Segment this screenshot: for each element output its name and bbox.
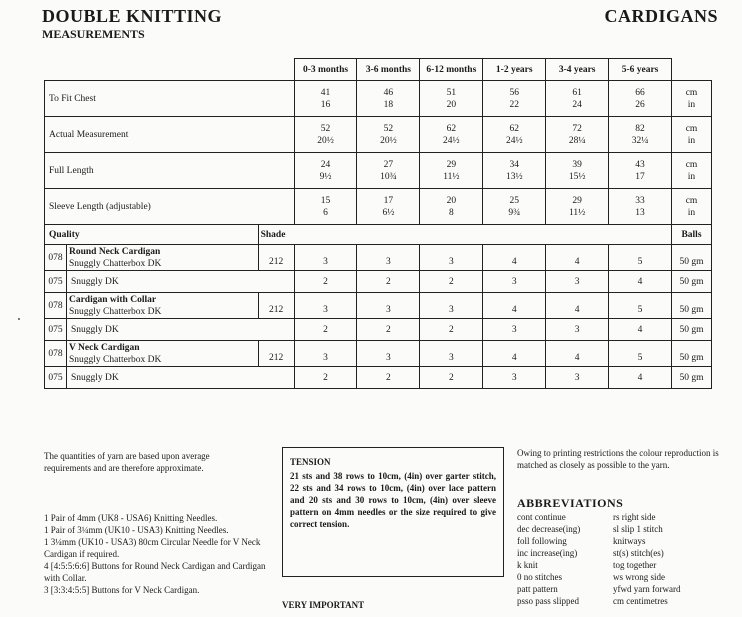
abbreviation: cont continue <box>517 512 566 522</box>
tension-body: 21 sts and 38 rows to 10cm, (4in) over garter stitch, 22 sts and 34 rows to 10cm, (4in) over lace pattern and 20 sts and 30 rows to 10cm, (4in) over sleeve pattern on 4mm needles or the size required to give correct tension. <box>290 471 496 529</box>
abbreviation: patt pattern <box>517 584 558 594</box>
size-header: 6-12 months <box>420 59 483 81</box>
yarn-row <box>45 293 712 319</box>
unit-in: in <box>687 99 696 110</box>
value-cm: 34 <box>509 159 519 170</box>
value-cm: 52 <box>320 123 331 134</box>
ball-weight: 50 gm <box>671 293 711 319</box>
yarn-row <box>45 341 712 367</box>
abbreviation-row <box>517 595 737 607</box>
unit-cell <box>671 81 711 117</box>
balls-count: 4 <box>609 271 672 293</box>
yarn-row <box>45 319 712 341</box>
balls-count: 2 <box>357 319 420 341</box>
abbreviation: foll following <box>517 536 567 546</box>
item-name: Cardigan with Collar <box>68 294 157 305</box>
value-in: 20 <box>446 99 457 110</box>
yarn-row <box>45 271 712 293</box>
balls-count: 5 <box>609 341 672 367</box>
balls-count: 2 <box>357 367 420 389</box>
abbreviation-row <box>517 559 737 571</box>
tension-title: TENSION <box>290 457 331 467</box>
unit-cm: cm <box>685 87 698 98</box>
value-cm: 17 <box>383 195 394 206</box>
abbreviation: tog together <box>613 560 657 570</box>
measurement-row <box>45 153 712 189</box>
measurement-cell <box>294 81 357 117</box>
size-header-row <box>45 59 712 81</box>
value-in: 11½ <box>443 171 460 182</box>
shade-code: 212 <box>258 293 294 319</box>
balls-count: 2 <box>420 271 483 293</box>
measurement-cell <box>357 189 420 225</box>
needle-item: 1 3¼mm (UK10 - USA3) 80cm Circular Needle for V Neck Cardigan if required. <box>44 537 261 559</box>
balls-count: 3 <box>294 245 357 271</box>
size-header: 5-6 years <box>609 59 672 81</box>
value-cm: 52 <box>383 123 394 134</box>
colour-note: Owing to printing restrictions the colour reproduction is matched as closely as possible to the yarn. <box>517 448 719 470</box>
balls-count: 3 <box>420 245 483 271</box>
item-name: V Neck Cardigan <box>68 342 140 353</box>
measurement-cell <box>609 81 672 117</box>
abbreviation: st(s) stitch(es) <box>613 548 664 558</box>
value-in: 16 <box>320 99 331 110</box>
needle-item: 3 [3:3:4:5:5] Buttons for V Neck Cardigan. <box>44 585 200 595</box>
important-heading: VERY IMPORTANT <box>282 600 365 610</box>
yarn-name: Snuggly DK <box>66 319 294 341</box>
unit-cm: cm <box>685 159 698 170</box>
value-cm: 62 <box>446 123 457 134</box>
value-in: 26 <box>635 99 645 110</box>
value-cm: 46 <box>383 87 394 98</box>
balls-count: 3 <box>483 271 546 293</box>
measurement-cell <box>294 153 357 189</box>
measurement-cell <box>483 189 546 225</box>
unit-cm: cm <box>685 195 698 206</box>
measurement-cell <box>294 117 357 153</box>
balls-count: 4 <box>609 367 672 389</box>
tension-box <box>282 447 504 577</box>
measurement-label: Full Length <box>45 153 295 189</box>
measurement-cell <box>420 81 483 117</box>
balls-count: 3 <box>357 293 420 319</box>
value-in: 24 <box>572 99 582 110</box>
shade-code: 212 <box>258 245 294 271</box>
value-in: 18 <box>383 99 394 110</box>
balls-count: 2 <box>420 367 483 389</box>
value-cm: 29 <box>446 159 457 170</box>
scan-speck <box>18 318 20 320</box>
balls-count: 4 <box>546 293 609 319</box>
value-cm: 33 <box>635 195 645 206</box>
value-in: 22 <box>509 99 519 110</box>
item-cell <box>66 341 258 367</box>
quality-code: 075 <box>45 367 67 389</box>
balls-count: 2 <box>294 271 357 293</box>
yarn-name: Snuggly Chatterbox DK <box>68 354 162 365</box>
value-in: 9¾ <box>508 207 521 218</box>
unit-cell <box>671 153 711 189</box>
value-in: 9½ <box>319 171 332 182</box>
abbreviation-row <box>517 511 737 523</box>
shade-header: Shade <box>258 225 671 245</box>
balls-count: 3 <box>546 271 609 293</box>
abbreviation: cm centimetres <box>613 596 668 606</box>
measurement-cell <box>357 81 420 117</box>
balls-count: 3 <box>483 367 546 389</box>
size-header: 3-6 months <box>357 59 420 81</box>
needle-item: 4 [4:5:5:6:6] Buttons for Round Neck Cardigan and Cardigan with Collar. <box>44 561 266 583</box>
measurement-cell <box>294 189 357 225</box>
measurement-cell <box>420 189 483 225</box>
measurement-row <box>45 81 712 117</box>
measurement-label: Actual Measurement <box>45 117 295 153</box>
measurement-label: Sleeve Length (adjustable) <box>45 189 295 225</box>
unit-cm: cm <box>685 123 698 134</box>
quality-header-row <box>45 225 712 245</box>
balls-count: 3 <box>357 341 420 367</box>
measurement-row <box>45 117 712 153</box>
measurement-cell <box>546 189 609 225</box>
ball-weight: 50 gm <box>671 245 711 271</box>
balls-count: 2 <box>294 367 357 389</box>
measurement-cell <box>609 189 672 225</box>
measurement-cell <box>483 153 546 189</box>
measurement-row <box>45 189 712 225</box>
value-cm: 61 <box>572 87 582 98</box>
size-header: 0-3 months <box>294 59 357 81</box>
ball-weight: 50 gm <box>671 319 711 341</box>
balls-count: 3 <box>294 293 357 319</box>
quality-code: 078 <box>45 341 67 367</box>
value-cm: 51 <box>446 87 457 98</box>
value-in: 15½ <box>568 171 586 182</box>
value-in: 17 <box>635 171 645 182</box>
ball-weight: 50 gm <box>671 271 711 293</box>
value-in: 28¼ <box>568 135 586 146</box>
measurement-cell <box>546 153 609 189</box>
yarn-name: Snuggly Chatterbox DK <box>68 306 162 317</box>
abbreviation: knitways <box>613 536 646 546</box>
measurement-cell <box>609 153 672 189</box>
abbreviation: 0 no stitches <box>517 572 562 582</box>
yarn-name: Snuggly DK <box>66 367 294 389</box>
measurement-cell <box>357 153 420 189</box>
balls-count: 3 <box>546 367 609 389</box>
abbreviations-title: ABBREVIATIONS <box>517 496 624 510</box>
value-in: 32¼ <box>631 135 649 146</box>
value-cm: 56 <box>509 87 519 98</box>
balls-header: Balls <box>671 225 711 245</box>
balls-count: 4 <box>483 293 546 319</box>
measurement-cell <box>420 117 483 153</box>
value-cm: 29 <box>572 195 582 206</box>
balls-count: 4 <box>483 341 546 367</box>
value-cm: 27 <box>383 159 394 170</box>
value-in: 13½ <box>505 171 523 182</box>
needle-item: 1 Pair of 3¼mm (UK10 - USA3) Knitting Needles. <box>44 525 229 535</box>
value-cm: 39 <box>572 159 582 170</box>
abbreviation: sl slip 1 stitch <box>613 524 663 534</box>
abbreviation-row <box>517 535 737 547</box>
measurements-table <box>44 58 712 389</box>
unit-in: in <box>687 135 696 146</box>
abbreviation: psso pass slipped <box>517 596 580 606</box>
quality-code: 075 <box>45 319 67 341</box>
value-cm: 24 <box>320 159 331 170</box>
value-in: 8 <box>448 207 454 218</box>
quality-code: 078 <box>45 293 67 319</box>
value-in: 6 <box>323 207 328 218</box>
balls-count: 3 <box>357 245 420 271</box>
size-header: 1-2 years <box>483 59 546 81</box>
balls-count: 3 <box>546 319 609 341</box>
unit-cell <box>671 117 711 153</box>
document-title: DOUBLE KNITTING <box>42 6 223 26</box>
yarn-row <box>45 367 712 389</box>
measurement-label: To Fit Chest <box>45 81 295 117</box>
balls-count: 3 <box>294 341 357 367</box>
ball-weight: 50 gm <box>671 367 711 389</box>
measurement-cell <box>483 81 546 117</box>
balls-count: 5 <box>609 293 672 319</box>
value-in: 6½ <box>382 207 395 218</box>
document-subtitle: MEASUREMENTS <box>42 27 145 41</box>
value-cm: 20 <box>446 195 457 206</box>
size-header: 3-4 years <box>546 59 609 81</box>
measurement-cell <box>357 117 420 153</box>
yarn-name: Snuggly Chatterbox DK <box>68 258 162 269</box>
abbreviation: inc increase(ing) <box>517 548 578 558</box>
abbreviation: yfwd yarn forward <box>613 584 681 594</box>
yarn-name: Snuggly DK <box>66 271 294 293</box>
balls-count: 2 <box>420 319 483 341</box>
value-cm: 72 <box>572 123 582 134</box>
balls-count: 4 <box>546 245 609 271</box>
value-cm: 62 <box>509 123 519 134</box>
measurement-cell <box>546 117 609 153</box>
value-in: 13 <box>635 207 645 218</box>
balls-count: 3 <box>420 341 483 367</box>
unit-in: in <box>687 171 696 182</box>
abbreviation: k knit <box>517 560 538 570</box>
abbreviation-row <box>517 583 737 595</box>
quality-code: 078 <box>45 245 67 271</box>
value-cm: 15 <box>320 195 331 206</box>
value-cm: 25 <box>509 195 519 206</box>
abbreviation-row <box>517 571 737 583</box>
abbreviation: rs right side <box>613 512 656 522</box>
quality-header: Quality <box>45 225 259 245</box>
abbreviation: ws wrong side <box>613 572 665 582</box>
abbreviation: dec decrease(ing) <box>517 524 581 534</box>
value-cm: 82 <box>635 123 645 134</box>
item-name: Round Neck Cardigan <box>68 246 161 257</box>
balls-count: 2 <box>357 271 420 293</box>
balls-count: 3 <box>483 319 546 341</box>
ball-weight: 50 gm <box>671 341 711 367</box>
value-in: 10¾ <box>380 171 397 182</box>
value-in: 11½ <box>569 207 586 218</box>
yarn-row <box>45 245 712 271</box>
shade-code: 212 <box>258 341 294 367</box>
balls-count: 4 <box>609 319 672 341</box>
value-cm: 66 <box>635 87 645 98</box>
measurement-cell <box>483 117 546 153</box>
value-in: 24½ <box>505 135 523 146</box>
balls-count: 5 <box>609 245 672 271</box>
quality-code: 075 <box>45 271 67 293</box>
quantities-note: The quantities of yarn are based upon average requirements and are therefore approximate. <box>44 451 210 473</box>
balls-count: 4 <box>546 341 609 367</box>
measurement-cell <box>420 153 483 189</box>
abbreviations-list <box>517 511 737 607</box>
item-cell <box>66 245 258 271</box>
balls-count: 3 <box>420 293 483 319</box>
value-in: 24½ <box>443 135 460 146</box>
abbreviation-row <box>517 547 737 559</box>
value-cm: 43 <box>635 159 645 170</box>
unit-in: in <box>687 207 696 218</box>
needle-item: 1 Pair of 4mm (UK8 - USA6) Knitting Needles. <box>44 513 218 523</box>
measurement-cell <box>546 81 609 117</box>
value-in: 20½ <box>380 135 397 146</box>
category-title: CARDIGANS <box>604 6 718 26</box>
unit-cell <box>671 189 711 225</box>
value-in: 20½ <box>317 135 334 146</box>
balls-count: 4 <box>483 245 546 271</box>
balls-count: 2 <box>294 319 357 341</box>
abbreviation-row <box>517 523 737 535</box>
value-cm: 41 <box>320 87 331 98</box>
measurement-cell <box>609 117 672 153</box>
item-cell <box>66 293 258 319</box>
needles-list <box>44 512 274 596</box>
